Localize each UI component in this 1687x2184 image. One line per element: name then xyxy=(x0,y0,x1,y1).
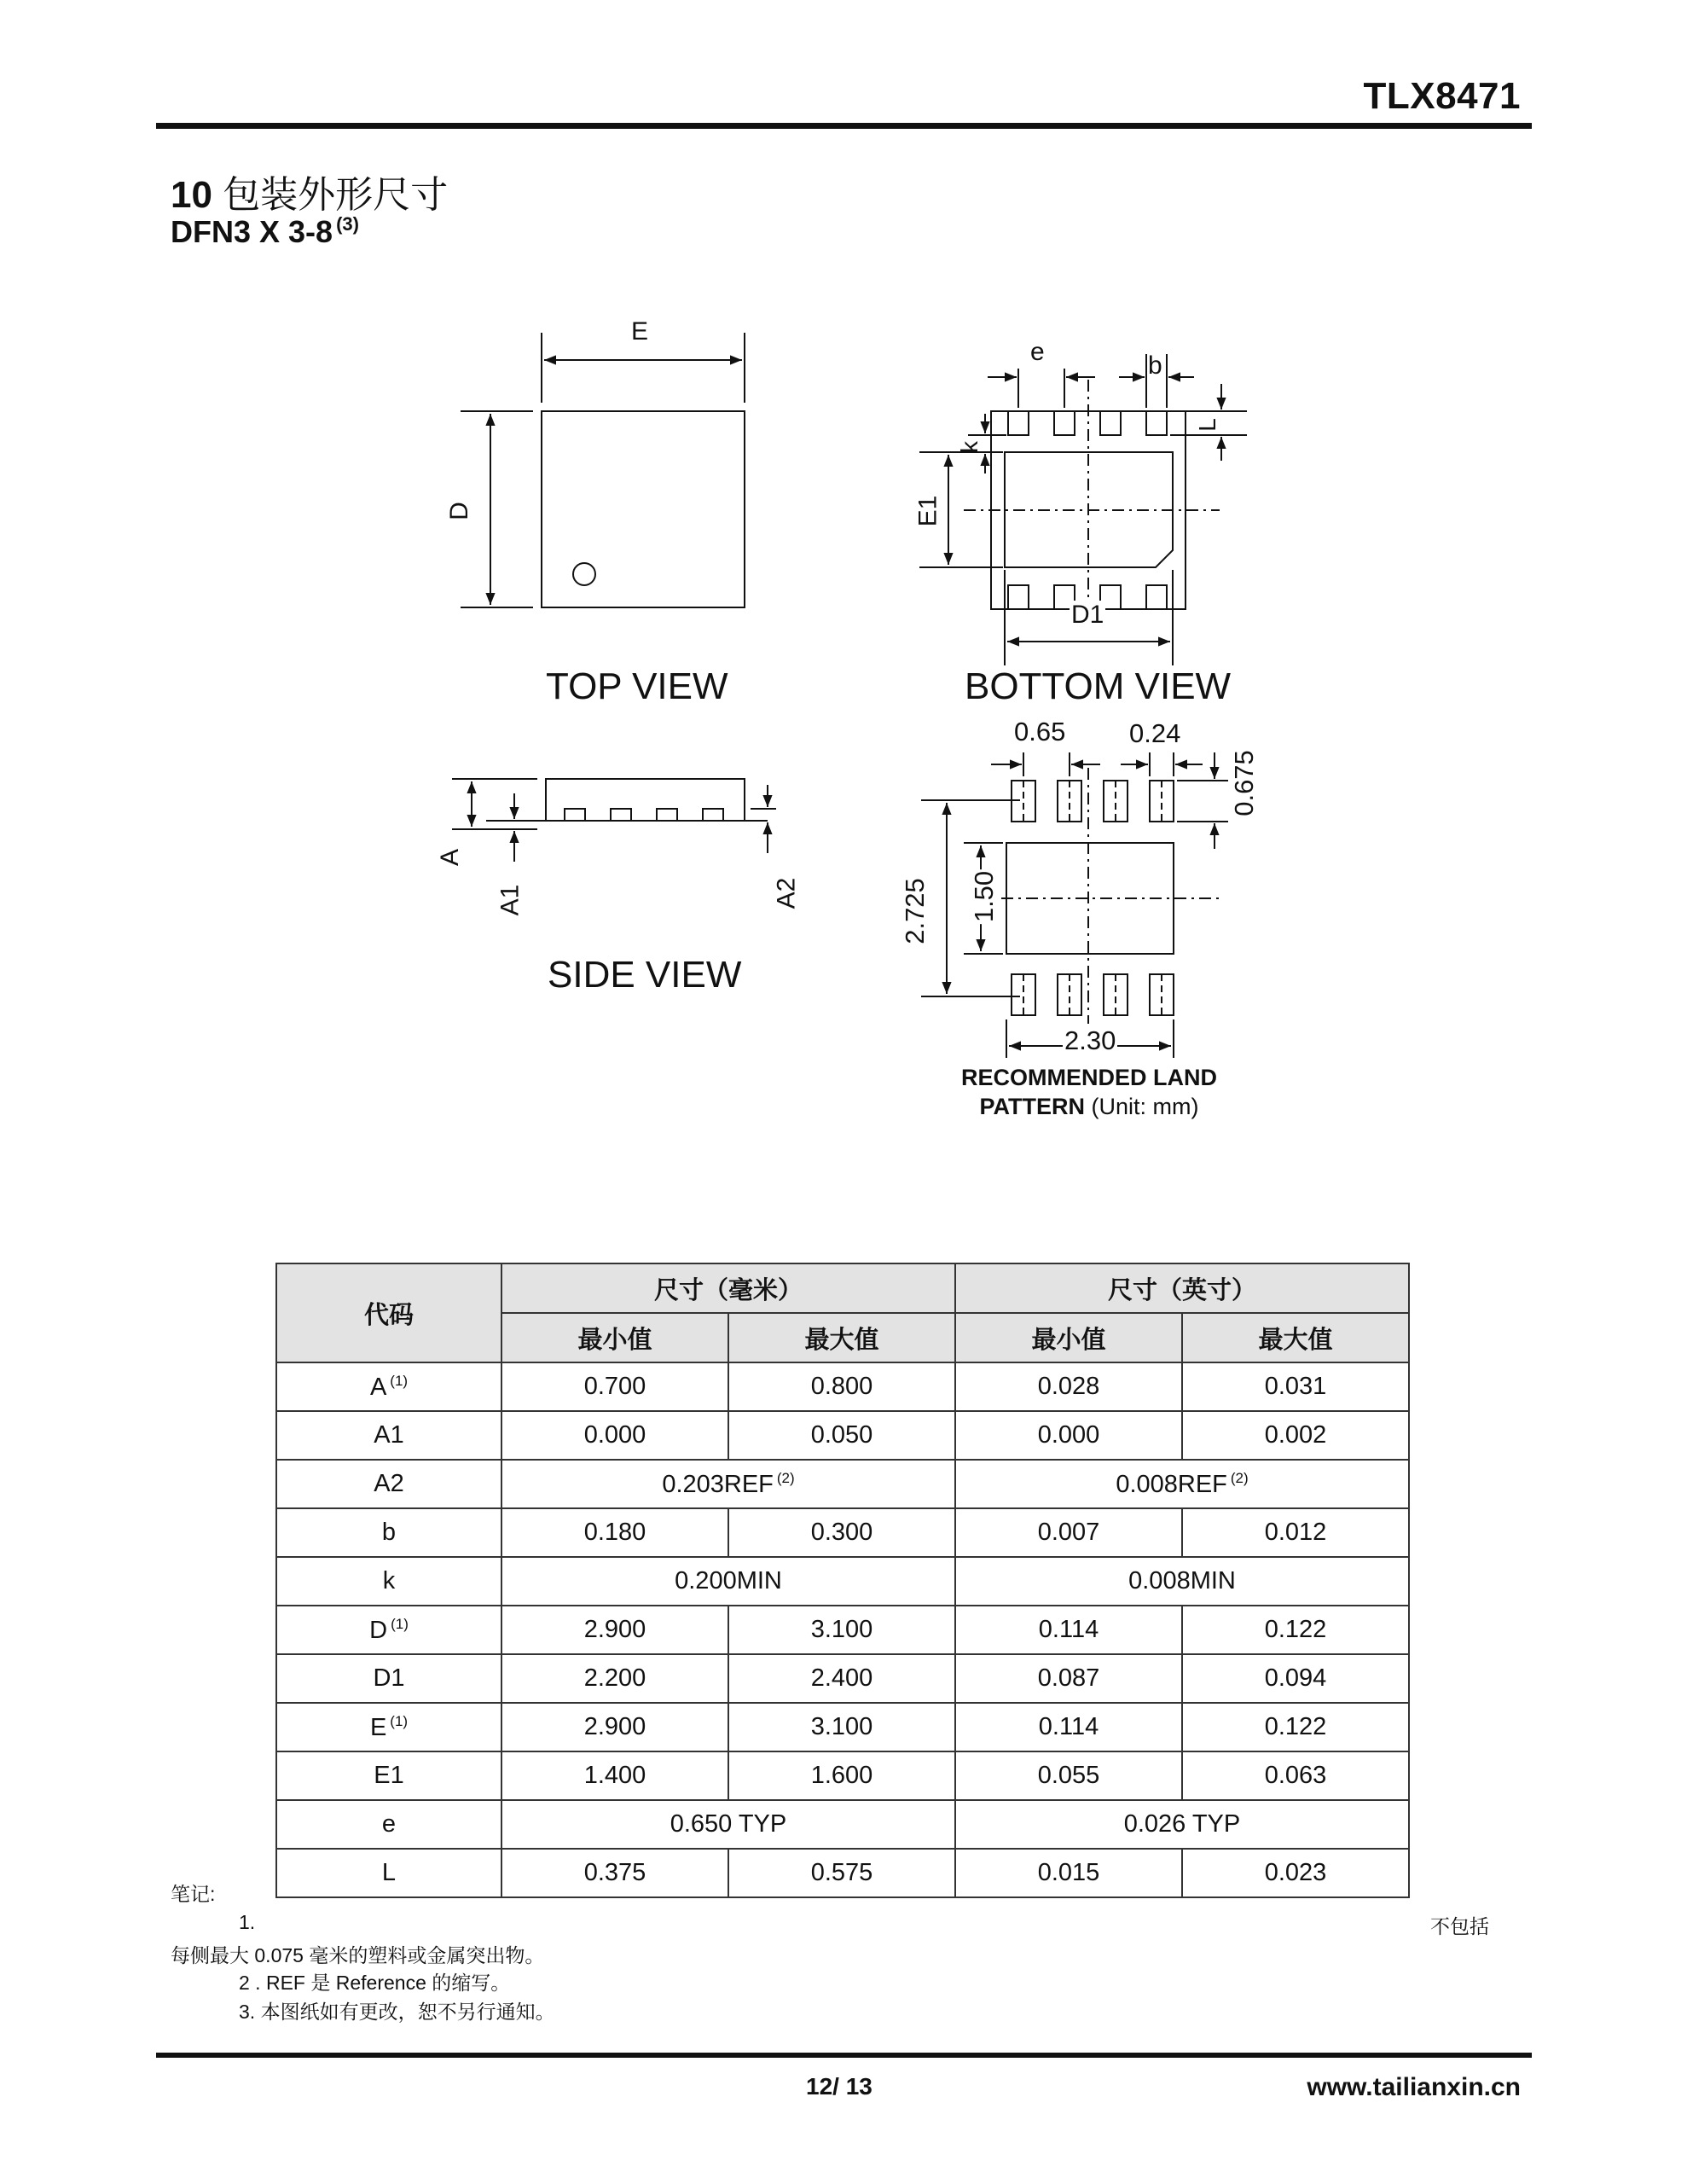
top-view-body xyxy=(542,411,745,607)
dim-pitch-label: 0.65 xyxy=(1014,717,1066,746)
cell-mm-min xyxy=(501,1703,728,1751)
label-e: e xyxy=(1030,338,1045,366)
cell-symbol xyxy=(276,1557,501,1606)
cell-mm-max xyxy=(728,1362,955,1411)
package-name: DFN3 X 3-8 xyxy=(171,214,333,249)
cell-symbol xyxy=(276,1460,501,1508)
bottom-pad xyxy=(1146,411,1167,435)
document-part-number: TLX8471 xyxy=(1363,75,1521,117)
cell-in-min xyxy=(955,1411,1182,1460)
header-in-min: 最小值 xyxy=(955,1313,1182,1362)
table-row xyxy=(276,1411,1409,1460)
label-L: L xyxy=(1193,418,1220,432)
label-k: k xyxy=(956,441,983,453)
label-D1: D1 xyxy=(1071,601,1104,629)
cell-mm-span-note-ref: (2) xyxy=(776,1469,795,1486)
cell-in-min xyxy=(955,1849,1182,1897)
label-A1: A1 xyxy=(496,884,525,916)
cell-in-min xyxy=(955,1362,1182,1411)
side-lead xyxy=(611,809,631,821)
cell-symbol-value: e xyxy=(381,1810,397,1838)
top-view-title: TOP VIEW xyxy=(546,665,728,707)
cell-in-max-value: 0.094 xyxy=(1264,1664,1327,1692)
side-view-body xyxy=(546,779,745,821)
bottom-pad xyxy=(1054,411,1075,435)
dim-center-label: 1.50 xyxy=(969,870,1000,923)
cell-in-max xyxy=(1182,1411,1409,1460)
cell-symbol xyxy=(276,1654,501,1703)
header-mm-min: 最小值 xyxy=(501,1313,728,1362)
cell-mm-max-value: 0.050 xyxy=(810,1421,873,1449)
cell-mm-max-value: 3.100 xyxy=(810,1616,873,1643)
note-1-tail: 不包括 xyxy=(1430,1915,1489,1937)
cell-mm-max xyxy=(728,1508,955,1557)
cell-in-span xyxy=(955,1557,1409,1606)
cell-mm-min xyxy=(501,1362,728,1411)
cell-mm-min xyxy=(501,1606,728,1654)
cell-mm-min-value: 0.700 xyxy=(583,1373,646,1400)
section-name: 包装外形尺寸 xyxy=(223,174,449,216)
cell-mm-min-value: 0.000 xyxy=(583,1421,646,1449)
cell-mm-min xyxy=(501,1849,728,1897)
package-drawing xyxy=(0,307,1687,1143)
cell-mm-span xyxy=(501,1800,955,1849)
cell-symbol-note-ref: (1) xyxy=(391,1615,409,1632)
cell-symbol xyxy=(276,1508,501,1557)
cell-symbol-value: L xyxy=(381,1859,397,1886)
cell-mm-max-value: 0.800 xyxy=(810,1373,873,1400)
cell-in-max xyxy=(1182,1606,1409,1654)
cell-in-span-note-ref: (2) xyxy=(1230,1469,1249,1486)
cell-in-span-value: 0.026 TYP xyxy=(1123,1810,1241,1838)
cell-in-max-value: 0.122 xyxy=(1264,1713,1327,1740)
cell-symbol xyxy=(276,1606,501,1654)
cell-mm-min xyxy=(501,1751,728,1800)
cell-in-min xyxy=(955,1508,1182,1557)
note-2: 2 . REF 是 Reference 的缩写。 xyxy=(239,1972,511,1994)
cell-mm-max xyxy=(728,1751,955,1800)
package-note-ref: (3) xyxy=(336,213,359,235)
cell-symbol-value: k xyxy=(382,1567,396,1594)
cell-mm-min-value: 2.900 xyxy=(583,1713,646,1740)
cell-in-min xyxy=(955,1654,1182,1703)
cell-in-min-value: 0.055 xyxy=(1037,1762,1100,1789)
side-lead xyxy=(703,809,723,821)
cell-in-max-value: 0.012 xyxy=(1264,1519,1327,1546)
cell-in-span xyxy=(955,1460,1409,1508)
cell-mm-max xyxy=(728,1411,955,1460)
section-number: 10 xyxy=(171,174,212,216)
dim-width-label: 2.30 xyxy=(1064,1025,1116,1055)
cell-symbol xyxy=(276,1703,501,1751)
cell-mm-max xyxy=(728,1654,955,1703)
caption-unit: (Unit: mm) xyxy=(1091,1094,1199,1119)
label-A: A xyxy=(436,848,465,867)
note-1-number: 1. xyxy=(239,1911,256,1933)
cell-mm-span xyxy=(501,1557,955,1606)
dimension-table xyxy=(275,1263,1410,1898)
cell-symbol-value: A2 xyxy=(374,1470,404,1497)
cell-symbol xyxy=(276,1849,501,1897)
cell-in-max-value: 0.122 xyxy=(1264,1616,1327,1643)
label-b: b xyxy=(1148,351,1162,380)
cell-mm-min xyxy=(501,1508,728,1557)
website-link[interactable]: www.tailianxin.cn xyxy=(1307,2073,1521,2101)
bottom-pad xyxy=(1008,411,1029,435)
cell-mm-min xyxy=(501,1411,728,1460)
cell-in-min-value: 0.000 xyxy=(1037,1421,1100,1449)
cell-mm-min-value: 2.200 xyxy=(583,1664,646,1692)
cell-in-min-value: 0.007 xyxy=(1037,1519,1100,1546)
dimension-table-body xyxy=(276,1263,1409,1897)
bottom-pad xyxy=(1100,411,1121,435)
cell-in-max-value: 0.023 xyxy=(1264,1859,1327,1886)
cell-in-min-value: 0.114 xyxy=(1038,1713,1099,1740)
caption-line1: RECOMMENDED LAND xyxy=(961,1065,1217,1090)
cell-symbol-note-ref: (1) xyxy=(390,1712,409,1729)
label-A2: A2 xyxy=(772,877,801,909)
table-row xyxy=(276,1751,1409,1800)
dim-pad-width-label: 0.24 xyxy=(1129,718,1181,748)
cell-in-span-value: 0.008REF xyxy=(1116,1470,1227,1498)
cell-symbol-value: D xyxy=(369,1616,388,1644)
cell-mm-span-value: 0.650 TYP xyxy=(670,1810,787,1838)
land-pattern-caption xyxy=(833,1063,1345,1121)
cell-mm-min-value: 2.900 xyxy=(583,1616,646,1643)
label-E1: E1 xyxy=(913,495,942,527)
bottom-pad xyxy=(1008,585,1029,609)
label-E: E xyxy=(631,317,649,346)
table-row xyxy=(276,1800,1409,1849)
cell-mm-max-value: 3.100 xyxy=(810,1713,873,1740)
cell-mm-max xyxy=(728,1703,955,1751)
cell-in-min-value: 0.087 xyxy=(1037,1664,1100,1692)
cell-in-min-value: 0.015 xyxy=(1037,1859,1100,1886)
cell-in-max xyxy=(1182,1508,1409,1557)
header-in-max: 最大值 xyxy=(1182,1313,1409,1362)
cell-in-min xyxy=(955,1606,1182,1654)
package-title xyxy=(171,213,359,250)
notes-heading: 笔记: xyxy=(171,1883,216,1905)
cell-in-min xyxy=(955,1751,1182,1800)
cell-in-min xyxy=(955,1703,1182,1751)
cell-in-max xyxy=(1182,1654,1409,1703)
cell-in-max xyxy=(1182,1849,1409,1897)
table-row xyxy=(276,1362,1409,1411)
cell-in-span xyxy=(955,1800,1409,1849)
table-row xyxy=(276,1460,1409,1508)
drawing-svg xyxy=(0,307,1687,1143)
table-row xyxy=(276,1557,1409,1606)
cell-mm-max-value: 2.400 xyxy=(810,1664,873,1692)
table-row xyxy=(276,1703,1409,1751)
page-number: 12/ 13 xyxy=(806,2073,872,2100)
note-1-text: 每侧最大 0.075 毫米的塑料或金属突出物。 xyxy=(171,1944,545,1966)
cell-symbol-value: b xyxy=(381,1519,397,1546)
dim-pad-length-label: 0.675 xyxy=(1228,750,1259,816)
cell-in-min-value: 0.028 xyxy=(1037,1373,1100,1400)
side-lead xyxy=(565,809,585,821)
cell-in-span-value: 0.008MIN xyxy=(1128,1567,1236,1594)
cell-symbol xyxy=(276,1751,501,1800)
cell-mm-min-value: 0.180 xyxy=(583,1519,646,1546)
dim-outer-label: 2.725 xyxy=(899,878,930,944)
cell-symbol-value: E1 xyxy=(374,1762,404,1789)
cell-symbol xyxy=(276,1411,501,1460)
header-mm: 尺寸（毫米） xyxy=(501,1263,955,1313)
header-in: 尺寸（英寸） xyxy=(955,1263,1409,1313)
cell-symbol-value: A xyxy=(369,1373,387,1401)
cell-in-min-value: 0.114 xyxy=(1038,1616,1099,1643)
side-view-title: SIDE VIEW xyxy=(548,954,742,996)
cell-mm-span-value: 0.200MIN xyxy=(675,1567,782,1594)
header-mm-max: 最大值 xyxy=(728,1313,955,1362)
caption-line2: PATTERN xyxy=(979,1094,1085,1119)
cell-symbol-value: D1 xyxy=(373,1664,405,1692)
cell-mm-min xyxy=(501,1654,728,1703)
cell-symbol-note-ref: (1) xyxy=(390,1372,409,1389)
cell-mm-max-value: 0.300 xyxy=(810,1519,873,1546)
cell-mm-max xyxy=(728,1606,955,1654)
cell-in-max-value: 0.063 xyxy=(1264,1762,1327,1789)
cell-mm-max xyxy=(728,1849,955,1897)
note-3: 3. 本图纸如有更改，恕不另行通知。 xyxy=(239,2001,555,2023)
cell-mm-span xyxy=(501,1460,955,1508)
table-row xyxy=(276,1508,1409,1557)
cell-in-max xyxy=(1182,1362,1409,1411)
cell-mm-min-value: 1.400 xyxy=(583,1762,646,1789)
pin1-marker xyxy=(573,563,595,585)
table-row xyxy=(276,1849,1409,1897)
cell-symbol-value: A1 xyxy=(374,1421,404,1449)
table-row xyxy=(276,1606,1409,1654)
cell-in-max-value: 0.031 xyxy=(1264,1373,1327,1400)
table-row xyxy=(276,1654,1409,1703)
bottom-view-title: BOTTOM VIEW xyxy=(965,665,1232,707)
cell-symbol xyxy=(276,1362,501,1411)
side-lead xyxy=(657,809,677,821)
cell-mm-max-value: 0.575 xyxy=(810,1859,873,1886)
cell-mm-max-value: 1.600 xyxy=(810,1762,873,1789)
cell-symbol-value: E xyxy=(369,1713,387,1741)
label-D: D xyxy=(444,502,473,520)
cell-mm-min-value: 0.375 xyxy=(583,1859,646,1886)
cell-in-max-value: 0.002 xyxy=(1264,1421,1327,1449)
cell-in-max xyxy=(1182,1751,1409,1800)
bottom-pad xyxy=(1146,585,1167,609)
cell-symbol xyxy=(276,1800,501,1849)
cell-mm-span-value: 0.203REF xyxy=(662,1470,774,1498)
section-title xyxy=(171,164,448,218)
table-header-row xyxy=(276,1263,1409,1313)
header-symbol: 代码 xyxy=(276,1263,501,1362)
footer-rule xyxy=(156,2053,1532,2058)
cell-in-max xyxy=(1182,1703,1409,1751)
header-rule xyxy=(156,123,1532,129)
